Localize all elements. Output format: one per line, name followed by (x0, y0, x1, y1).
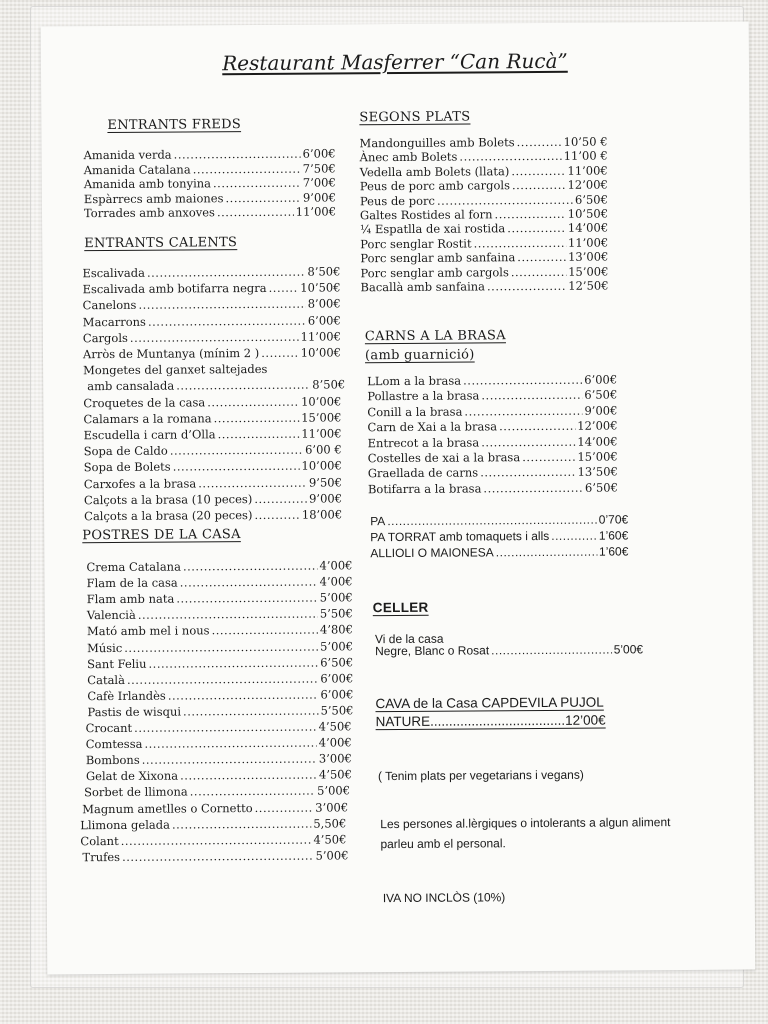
menu-item-row (83, 394, 341, 411)
leader-dots (512, 178, 566, 193)
menu-item-price: 10’50€ (567, 206, 609, 221)
menu-item-name: Flam de la casa (86, 575, 178, 591)
menu-item-price: 6’00€ (302, 146, 336, 161)
leader-dots (147, 265, 306, 281)
menu-item-price: 11’00€ (301, 426, 342, 441)
leader-dots (507, 221, 566, 236)
leader-dots (214, 410, 300, 426)
menu-item-name: Torrades amb anxoves (83, 205, 215, 221)
menu-item-row (83, 362, 341, 379)
menu-item-name: Porc senglar amb cargols (360, 264, 509, 280)
leader-dots (130, 329, 299, 345)
menu-item-row (80, 816, 346, 833)
menu-item-price: 8’50€ (307, 264, 341, 279)
menu-item-name: Magnum ametlles o Cornetto (82, 800, 253, 816)
leader-dots (144, 736, 316, 752)
menu-item-row (86, 768, 352, 785)
menu-item-name: Conill a la brasa (367, 404, 463, 420)
menu-item-row (87, 574, 353, 591)
leader-dots (481, 434, 575, 450)
menu-item-row (360, 279, 608, 296)
leader-dots (551, 529, 597, 544)
menu-item-price: 11’00€ (567, 235, 609, 250)
menu-item-name: Sorbet de llimona (84, 784, 188, 800)
leader-dots (487, 279, 566, 295)
menu-item-name: Crema Catalana (86, 559, 181, 575)
menu-item-name: Porc senglar amb sanfaina (360, 250, 516, 266)
menu-item-row (82, 281, 340, 298)
celler-house-wine: Vi de la casa (374, 631, 444, 647)
menu-item-name: Arròs de Muntanya (mínim 2 ) (82, 345, 260, 362)
menu-item-row (87, 687, 353, 704)
menu-item-row (370, 512, 628, 529)
section-heading-carns: CARNS A LA BRASA (364, 328, 506, 345)
menu-item-row (367, 403, 617, 420)
leader-dots (173, 459, 300, 475)
menu-item-name: Escudella i carn d’Olla (83, 427, 216, 443)
menu-item-row (86, 752, 352, 769)
menu-item-row (87, 591, 353, 608)
leader-dots (142, 752, 317, 768)
menu-item-name: Colant (80, 833, 119, 848)
section-heading-segons-plats: SEGONS PLATS (359, 109, 471, 126)
menu-item-price: 7’50€ (302, 160, 336, 176)
menu-item-price: 4’50€ (318, 767, 352, 782)
menu-item-price: 14’00€ (577, 434, 618, 449)
menu-item-row (83, 410, 341, 427)
menu-item-name: Canelons (82, 298, 137, 313)
menu-item-price: 15’00€ (568, 264, 609, 279)
menu-sheet (41, 22, 756, 975)
menu-item-row (86, 735, 352, 752)
menu-item-name: Llimona gelada (80, 817, 170, 832)
leader-dots (459, 149, 561, 165)
menu-item-name: amb cansalada (87, 378, 175, 394)
leader-dots (127, 671, 318, 687)
menu-item-name: Escalivada (82, 265, 146, 281)
menu-item-name: Valencià (86, 608, 136, 623)
menu-item-name: ALLIOLI O MAIONESA (370, 545, 494, 561)
menu-item-price: 11’00€ (567, 163, 608, 178)
menu-item-name: Amanida verda (83, 147, 172, 163)
menu-item-price: 6’00€ (320, 671, 354, 686)
menu-item-name: Trufes (82, 849, 121, 865)
leader-dots (148, 655, 318, 671)
menu-item-price: 6’50€ (320, 654, 354, 670)
leader-dots (464, 404, 582, 420)
leader-dots (511, 264, 566, 279)
menu-item-row (84, 475, 342, 492)
leader-dots (255, 800, 314, 815)
restaurant-title: Restaurant Masferrer “Can Rucà” (222, 48, 568, 76)
leader-dots (180, 768, 317, 784)
menu-item-name: Pollastre a la brasa (367, 388, 480, 404)
menu-item-price: 10’50€ (300, 280, 341, 295)
menu-item-name: Mongetes del ganxet saltejades (83, 362, 268, 378)
menu-item-row (84, 491, 342, 508)
leader-dots (254, 508, 300, 523)
menu-item-row (84, 204, 336, 221)
menu-item-name: Porc senglar Rostit (360, 236, 472, 252)
menu-item-name: Sant Feliu (87, 656, 147, 671)
menu-item-price: 5’00€ (319, 590, 353, 605)
leader-dots (172, 816, 311, 832)
menu-item-price: 6’00€ (320, 687, 354, 702)
leader-dots (207, 394, 299, 410)
menu-item-name: Comtessa (85, 736, 143, 752)
leader-dots (190, 784, 315, 800)
menu-item-row (83, 329, 341, 346)
iva-note: IVA NO INCLÒS (10%) (382, 890, 506, 906)
menu-item-price: 5,50€ (313, 815, 347, 831)
menu-item-price: 12’50€ (568, 278, 609, 293)
leader-dots (254, 491, 307, 506)
menu-item-price: 9’50€ (308, 474, 342, 490)
menu-item-name: Entrecot a la brasa (367, 435, 480, 450)
menu-item-name: Espàrrecs amb maiones (83, 190, 224, 206)
menu-item-price: 4’50€ (318, 719, 352, 734)
leader-dots (176, 591, 318, 607)
menu-item-name: Calçots a la brasa (10 peces) (83, 491, 253, 507)
leader-dots (499, 419, 575, 435)
menu-item-price: 5’00€ (317, 783, 351, 798)
menu-item-price: 5’50€ (320, 703, 354, 718)
leader-dots (496, 545, 597, 561)
menu-item-name: LLom a la brasa (367, 373, 462, 389)
menu-item-price: 11’00€ (300, 329, 341, 344)
menu-item-name: Croquetes de la casa (83, 394, 206, 410)
leader-dots (212, 623, 319, 639)
menu-item-price: 11’00€ (295, 204, 337, 219)
menu-item-row (367, 388, 617, 405)
section-heading-entrants-freds: ENTRANTS FREDS (107, 117, 242, 134)
menu-item-price: 15’00€ (301, 410, 342, 425)
menu-item-price: 8’50€ (312, 377, 346, 392)
menu-item-price: 4’80€ (319, 622, 353, 637)
menu-item-row (82, 264, 340, 281)
menu-item-name: Vedella amb Bolets (llata) (359, 164, 510, 180)
leader-dots (183, 703, 319, 719)
menu-item-row (368, 449, 618, 466)
leader-dots (198, 475, 307, 491)
leader-dots (180, 575, 318, 591)
menu-item-row (368, 480, 618, 497)
leader-dots (193, 161, 301, 177)
leader-dots (269, 281, 299, 296)
menu-item-name: Mató amb mel i nous (86, 623, 210, 639)
menu-item-row (368, 465, 618, 482)
menu-item-row (84, 459, 342, 476)
menu-item-row (84, 426, 342, 443)
menu-item-name: Gelat de Xixona (85, 768, 179, 784)
menu-item-row (82, 800, 348, 817)
menu-item-row (87, 378, 345, 395)
menu-item-name: ¼ Espatlla de xai rostida (360, 221, 506, 237)
leader-dots (522, 450, 575, 465)
menu-item-price: 10’00€ (300, 345, 342, 360)
menu-item-row (83, 345, 341, 362)
leader-dots (176, 378, 310, 394)
leader-dots (491, 643, 612, 659)
menu-item-name: Pastis de wisqui (87, 704, 182, 720)
leader-dots (480, 465, 575, 481)
menu-item-row (87, 671, 353, 688)
menu-item-row (87, 623, 353, 640)
leader-dots (170, 443, 303, 459)
menu-item-row (83, 297, 341, 314)
menu-item-name: Ànec amb Bolets (359, 149, 458, 165)
leader-dots (261, 346, 299, 361)
menu-item-price: 18’00€ (301, 507, 343, 522)
leader-dots (138, 607, 318, 623)
leader-dots (517, 250, 566, 265)
menu-item-name: Costelles de xai a la brasa (367, 450, 521, 466)
menu-item-price: 4’00€ (319, 574, 353, 589)
menu-item-row (87, 607, 353, 624)
menu-item-price: 6’00€ (307, 312, 341, 328)
menu-item-row (84, 784, 350, 801)
menu-item-name: Sopa de Bolets (83, 459, 171, 475)
section-heading-entrants-calents: ENTRANTS CALENTS (84, 235, 238, 252)
menu-item-row (370, 528, 628, 545)
menu-item-name: Flam amb nata (86, 591, 175, 607)
menu-item-price: 1’60€ (598, 544, 629, 559)
leader-dots (474, 236, 566, 252)
menu-item-price: 5’00€ (320, 638, 354, 654)
menu-item-row (367, 419, 617, 436)
leader-dots (134, 720, 317, 736)
menu-item-price: 6’50€ (574, 192, 608, 207)
menu-item-price: 3’00€ (318, 751, 352, 766)
menu-item-row (370, 544, 628, 561)
menu-item-name: PA (370, 514, 386, 529)
menu-item-name: Botifarra a la brasa (367, 481, 482, 497)
menu-item-price: 7’00€ (302, 175, 336, 190)
menu-item-price: 8’00€ (307, 296, 341, 312)
menu-item-price: 6’00 € (305, 442, 342, 457)
leader-dots (387, 513, 597, 529)
menu-item-price: 10’00€ (301, 458, 342, 474)
menu-item-price: 10’50 € (563, 134, 608, 149)
leader-dots (511, 164, 565, 179)
menu-item-price: 4’50€ (313, 832, 347, 847)
menu-item-name: Escalivada amb botifarra negra (82, 281, 267, 297)
menu-item-name: Graellada de carns (367, 465, 479, 481)
menu-item-price: 12’00€ (567, 177, 608, 192)
leader-dots (168, 687, 319, 703)
leader-dots (481, 388, 582, 404)
menu-item-name: Mandonguilles amb Bolets (359, 135, 515, 151)
vegetarian-note: ( Tenim plats per vegetarians i vegans) (377, 767, 584, 784)
menu-item-price: 3’00€ (315, 799, 349, 815)
menu-item-name: Macarrons (82, 314, 146, 329)
menu-item-name: Català (87, 672, 125, 687)
menu-item-price: 0’70€ (598, 512, 629, 527)
menu-item-name: Galtes Rostides al forn (359, 207, 493, 223)
leader-dots (122, 848, 314, 864)
leader-dots (121, 832, 312, 848)
menu-item-name: PA TORRAT amb tomaquets i alls (370, 528, 550, 545)
menu-item-price: 5’00€ (315, 848, 349, 863)
menu-item-row (83, 313, 341, 330)
menu-item-row (84, 507, 342, 524)
cava-line-1: CAVA de la Casa CAPDEVILA PUJOL (375, 694, 604, 712)
menu-item-price: 6’50€ (584, 480, 618, 495)
menu-item-name: Músic (86, 640, 123, 655)
leader-dots (483, 481, 583, 497)
menu-item-price: 14’00€ (567, 220, 609, 236)
allergy-note-line-1: Les persones al.lèrgiques o intolerants a algun aliment (380, 815, 671, 832)
menu-item-name: Amanida Catalana (83, 161, 191, 177)
leader-dots (437, 192, 573, 208)
menu-item-name: Cafè Irlandès (87, 688, 166, 703)
menu-item-price: 9’00€ (584, 403, 618, 418)
menu-item-row (87, 703, 353, 720)
menu-item-price: 13’00€ (568, 249, 609, 264)
menu-item-row (86, 719, 352, 736)
menu-item-name: Crocant (85, 720, 133, 736)
leader-dots (183, 559, 318, 575)
menu-item-name: Amanida amb tonyina (83, 176, 212, 192)
menu-item-name: Sopa de Caldo (83, 443, 168, 459)
menu-item-row (368, 434, 618, 451)
menu-item-price: 1’60€ (598, 528, 629, 543)
menu-item-price: 13’50€ (577, 464, 618, 480)
menu-item-name: Cargols (82, 330, 128, 345)
leader-dots (148, 313, 306, 329)
menu-item-row (367, 372, 617, 389)
leader-dots (138, 297, 305, 313)
menu-item-price: 10’00€ (301, 393, 342, 409)
menu-item-price: 5’00€ (613, 642, 644, 657)
celler-wine-row (375, 642, 643, 659)
menu-item-name: Peus de porc (359, 193, 436, 208)
leader-dots (218, 427, 300, 443)
menu-item-name: Carn de Xai a la brasa (367, 419, 498, 435)
leader-dots (517, 135, 562, 150)
section-heading-postres: POSTRES DE LA CASA (82, 527, 241, 544)
menu-item-price: 9’00€ (302, 189, 336, 205)
leader-dots (225, 190, 301, 206)
menu-item-row (86, 558, 352, 575)
menu-item-name: Calamars a la romana (83, 411, 212, 426)
menu-item-name: Bacallà amb sanfaina (360, 279, 486, 295)
cava-line-2: NATURE....................................12’00€ (375, 712, 606, 730)
menu-item-row (80, 832, 346, 849)
menu-item-row (87, 639, 353, 656)
menu-item-name: Calçots a la brasa (20 peces) (84, 508, 253, 524)
menu-item-price: 4’00€ (318, 735, 352, 750)
leader-dots (213, 176, 301, 192)
menu-item-price: 9’00€ (309, 491, 343, 506)
menu-item-price: 6’00€ (584, 372, 618, 387)
menu-item-price: 5’50€ (319, 606, 353, 621)
menu-item-name: Carxofes a la brasa (83, 476, 197, 491)
leader-dots (463, 373, 582, 389)
menu-item-price: 15’00€ (577, 449, 618, 464)
leader-dots (174, 147, 301, 163)
menu-item-row (87, 655, 353, 672)
section-heading-celler: CELLER (372, 599, 429, 616)
menu-item-price: 12’00€ (577, 418, 618, 433)
section-subheading-carns: (amb guarnició) (364, 347, 475, 364)
menu-item-price: 6’50€ (584, 387, 618, 403)
menu-item-name: Peus de porc amb cargols (359, 178, 511, 194)
menu-item-name: Negre, Blanc o Rosat (375, 643, 490, 659)
leader-dots (217, 205, 294, 221)
leader-dots (124, 639, 318, 655)
menu-item-row (82, 848, 348, 865)
allergy-note-line-2: parleu amb el personal. (380, 836, 506, 852)
menu-item-price: 4’00€ (319, 558, 353, 573)
menu-item-price: 11’00 € (563, 148, 608, 164)
menu-item-row (84, 443, 342, 460)
leader-dots (494, 207, 565, 222)
menu-item-name: Bombons (85, 752, 140, 768)
